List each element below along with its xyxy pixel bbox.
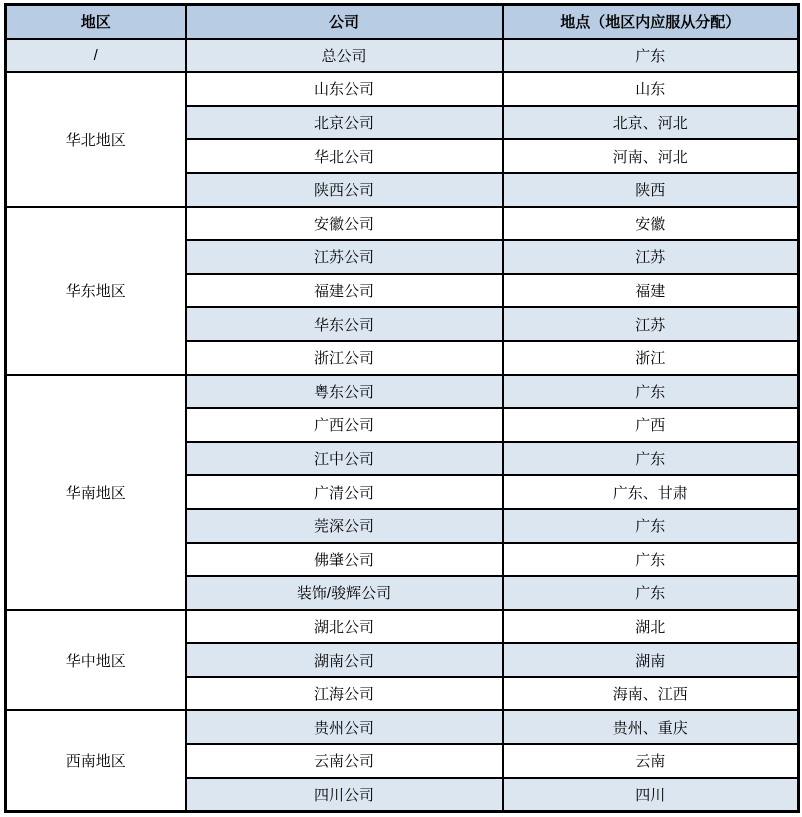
company-cell: 装饰/骏辉公司 xyxy=(186,576,503,610)
company-cell: 陕西公司 xyxy=(186,173,503,207)
company-cell: 江海公司 xyxy=(186,677,503,711)
location-cell: 广东 xyxy=(503,576,799,610)
location-cell: 浙江 xyxy=(503,341,799,375)
location-cell: 广东、甘肃 xyxy=(503,475,799,509)
header-region: 地区 xyxy=(6,5,186,39)
region-cell: / xyxy=(6,39,186,73)
company-cell: 华北公司 xyxy=(186,139,503,173)
company-cell: 广清公司 xyxy=(186,475,503,509)
table-header xyxy=(6,5,799,39)
company-cell: 总公司 xyxy=(186,39,503,73)
company-cell: 山东公司 xyxy=(186,72,503,106)
location-cell: 安徽 xyxy=(503,207,799,241)
table-row xyxy=(6,710,799,744)
table-row xyxy=(6,207,799,241)
company-cell: 浙江公司 xyxy=(186,341,503,375)
company-cell: 江中公司 xyxy=(186,442,503,476)
location-cell: 广东 xyxy=(503,509,799,543)
table-row xyxy=(6,610,799,644)
header-location: 地点（地区内应服从分配） xyxy=(503,5,799,39)
location-cell: 福建 xyxy=(503,274,799,308)
company-cell: 湖南公司 xyxy=(186,643,503,677)
region-cell: 华东地区 xyxy=(6,207,186,375)
company-cell: 贵州公司 xyxy=(186,710,503,744)
company-cell: 四川公司 xyxy=(186,778,503,812)
company-cell: 莞深公司 xyxy=(186,509,503,543)
location-cell: 四川 xyxy=(503,778,799,812)
location-cell: 广东 xyxy=(503,543,799,577)
region-company-table xyxy=(4,3,800,813)
location-cell: 江苏 xyxy=(503,240,799,274)
location-cell: 广东 xyxy=(503,375,799,409)
table-body xyxy=(6,39,799,812)
header-company: 公司 xyxy=(186,5,503,39)
table-row xyxy=(6,72,799,106)
region-cell: 华南地区 xyxy=(6,375,186,610)
company-cell: 华东公司 xyxy=(186,307,503,341)
region-cell: 华北地区 xyxy=(6,72,186,206)
company-cell: 佛肇公司 xyxy=(186,543,503,577)
location-cell: 云南 xyxy=(503,744,799,778)
location-cell: 山东 xyxy=(503,72,799,106)
company-cell: 北京公司 xyxy=(186,106,503,140)
location-cell: 海南、江西 xyxy=(503,677,799,711)
location-cell: 广东 xyxy=(503,39,799,73)
location-cell: 广东 xyxy=(503,442,799,476)
header-row xyxy=(6,5,799,39)
location-cell: 陕西 xyxy=(503,173,799,207)
location-cell: 北京、河北 xyxy=(503,106,799,140)
company-cell: 湖北公司 xyxy=(186,610,503,644)
table-row xyxy=(6,375,799,409)
company-cell: 江苏公司 xyxy=(186,240,503,274)
company-cell: 安徽公司 xyxy=(186,207,503,241)
region-cell: 华中地区 xyxy=(6,610,186,711)
table-row xyxy=(6,39,799,73)
location-cell: 湖北 xyxy=(503,610,799,644)
location-cell: 贵州、重庆 xyxy=(503,710,799,744)
location-cell: 河南、河北 xyxy=(503,139,799,173)
company-cell: 粤东公司 xyxy=(186,375,503,409)
company-cell: 广西公司 xyxy=(186,408,503,442)
location-cell: 广西 xyxy=(503,408,799,442)
company-cell: 福建公司 xyxy=(186,274,503,308)
location-cell: 湖南 xyxy=(503,643,799,677)
company-cell: 云南公司 xyxy=(186,744,503,778)
location-cell: 江苏 xyxy=(503,307,799,341)
region-cell: 西南地区 xyxy=(6,710,186,811)
